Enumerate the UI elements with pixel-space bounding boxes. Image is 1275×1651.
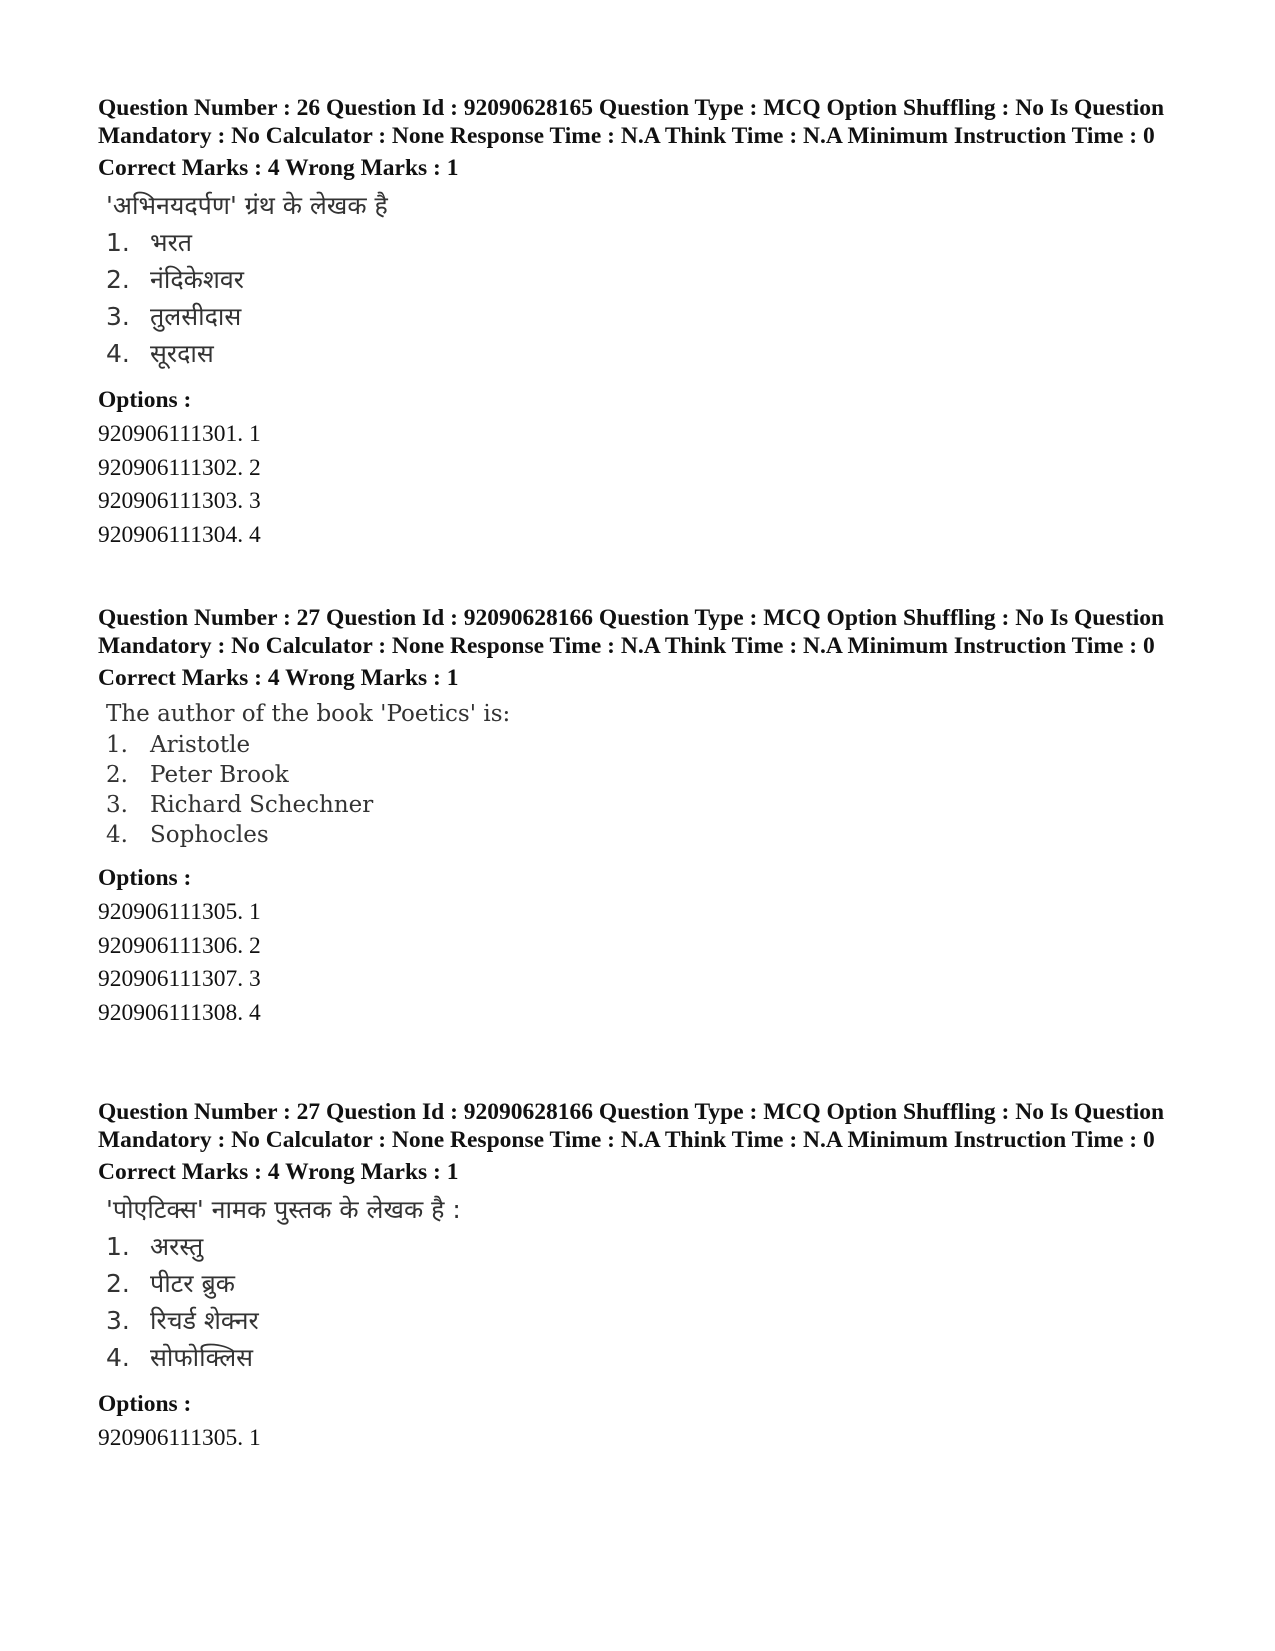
option-list — [98, 896, 1188, 1030]
question-header: Question Number : 27 Question Id : 92090628166 Question Type : MCQ Option Shuffling : No Is Question Mandatory : No Calculator : None Response Time : N.A Think Time : N.A Minimum Instruction Time : 0 — [98, 605, 1165, 659]
choice-number: 2. — [106, 762, 128, 788]
question-block — [98, 94, 1188, 552]
choice-item — [106, 224, 1188, 261]
choice-label: तुलसीदास — [150, 302, 242, 331]
choice-number: 1. — [106, 732, 128, 758]
choice-label: अरस्तु — [150, 1232, 204, 1261]
question-block — [98, 604, 1188, 1030]
option-row: 920906111306. 2 — [98, 932, 261, 959]
option-row: 920906111302. 2 — [98, 454, 261, 481]
choice-label: नंदिकेशवर — [150, 265, 244, 294]
question-header: Question Number : 26 Question Id : 92090628165 Question Type : MCQ Option Shuffling : No Is Question Mandatory : No Calculator : None Response Time : N.A Think Time : N.A Minimum Instruction Time : 0 — [98, 95, 1165, 149]
question-header: Question Number : 27 Question Id : 92090628166 Question Type : MCQ Option Shuffling : No Is Question Mandatory : No Calculator : None Response Time : N.A Think Time : N.A Minimum Instruction Time : 0 — [98, 1099, 1165, 1153]
choice-label: सोफोक्लिस — [150, 1343, 254, 1372]
option-row: 920906111303. 3 — [98, 488, 261, 514]
question-body — [106, 188, 1188, 372]
choice-label: Sophocles — [150, 822, 269, 848]
choice-number: 4. — [106, 339, 130, 368]
question-text: The author of the book 'Poetics' is: — [106, 701, 511, 727]
question-block — [98, 1098, 1188, 1456]
option-row: 920906111305. 1 — [98, 899, 261, 925]
choice-label: Aristotle — [150, 732, 251, 758]
option-row: 920906111301. 1 — [98, 421, 261, 447]
question-body — [106, 1192, 1188, 1376]
question-body — [106, 698, 1188, 850]
choice-number: 1. — [106, 228, 130, 257]
options-label: Options : — [98, 865, 192, 891]
option-row: 920906111308. 4 — [98, 999, 261, 1026]
choice-number: 4. — [106, 822, 128, 848]
option-list — [98, 418, 1188, 552]
choice-number: 3. — [106, 792, 128, 818]
choice-number: 3. — [106, 1306, 130, 1335]
choice-list — [106, 224, 1188, 372]
choice-item — [106, 820, 1188, 850]
question-marks: Correct Marks : 4 Wrong Marks : 1 — [98, 665, 459, 691]
choice-item — [106, 261, 1188, 298]
choice-item — [106, 1339, 1188, 1376]
choice-item — [106, 760, 1188, 790]
question-marks: Correct Marks : 4 Wrong Marks : 1 — [98, 1159, 459, 1185]
choice-label: Richard Schechner — [150, 792, 374, 818]
option-list — [98, 1422, 1188, 1456]
choice-label: पीटर ब्रुक — [150, 1269, 235, 1298]
choice-label: भरत — [150, 228, 193, 257]
option-row: 920906111305. 1 — [98, 1425, 261, 1451]
option-row: 920906111304. 4 — [98, 521, 261, 548]
choice-item — [106, 1302, 1188, 1339]
choice-number: 3. — [106, 302, 130, 331]
choice-item — [106, 335, 1188, 372]
choice-item — [106, 1265, 1188, 1302]
options-label: Options : — [98, 387, 192, 413]
choice-number: 2. — [106, 265, 130, 294]
options-label: Options : — [98, 1391, 192, 1417]
choice-item — [106, 298, 1188, 335]
choice-list — [106, 1228, 1188, 1376]
question-marks: Correct Marks : 4 Wrong Marks : 1 — [98, 155, 459, 181]
question-text: 'पोएटिक्स' नामक पुस्तक के लेखक है : — [106, 1195, 461, 1224]
choice-number: 2. — [106, 1269, 130, 1298]
choice-item — [106, 730, 1188, 760]
choice-list — [106, 730, 1188, 850]
choice-label: Peter Brook — [150, 762, 289, 788]
choice-item — [106, 790, 1188, 820]
choice-label: रिचर्ड शेक्नर — [150, 1306, 259, 1335]
choice-label: सूरदास — [150, 339, 214, 368]
choice-number: 4. — [106, 1343, 130, 1372]
choice-number: 1. — [106, 1232, 130, 1261]
choice-item — [106, 1228, 1188, 1265]
option-row: 920906111307. 3 — [98, 966, 261, 992]
question-text: 'अभिनयदर्पण' ग्रंथ के लेखक है — [106, 191, 388, 220]
